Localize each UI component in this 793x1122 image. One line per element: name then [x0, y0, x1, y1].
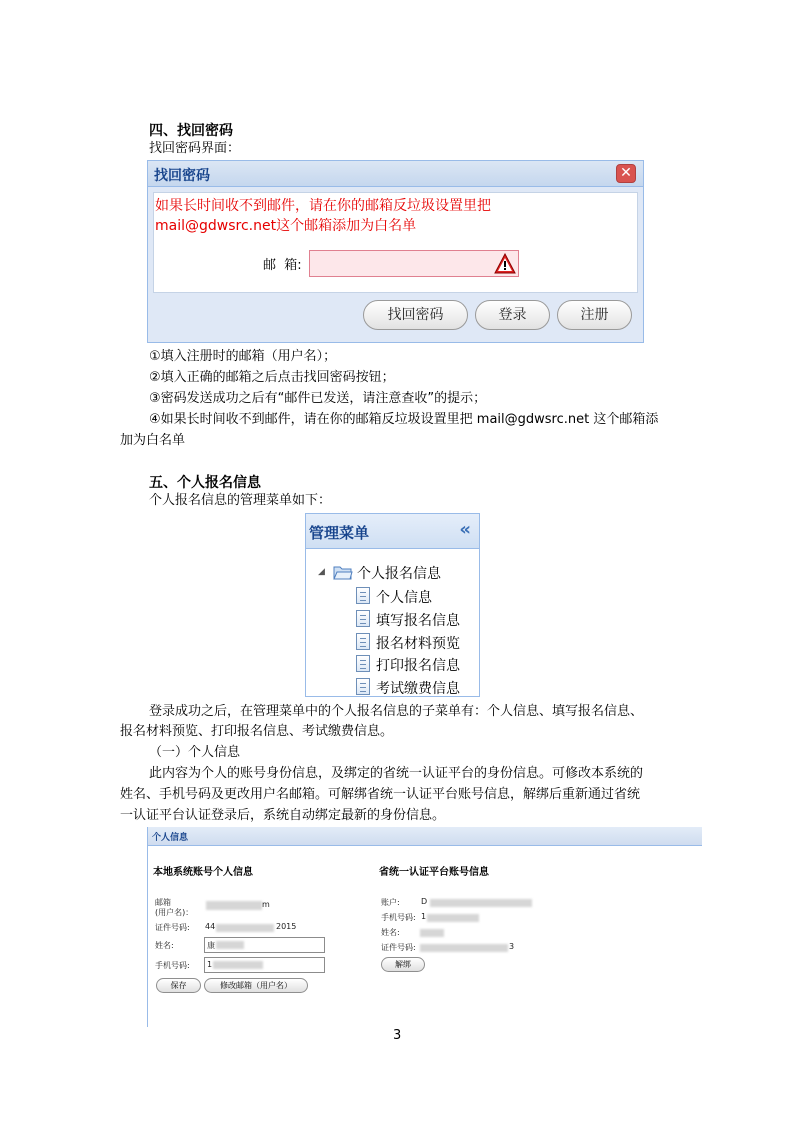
warning-line-1: 如果长时间收不到邮件，请在你的邮箱反垃圾设置里把 — [155, 198, 491, 214]
email-input[interactable] — [309, 250, 519, 277]
login-button[interactable]: 登录 — [475, 300, 550, 330]
para2-line3: 一认证平台认证登录后，系统自动绑定最新的身份信息。 — [120, 808, 446, 823]
find-password-dialog — [147, 160, 644, 343]
folder-open-icon — [333, 564, 353, 581]
username-label: (用户名)： — [155, 908, 194, 917]
collapse-icon[interactable]: « — [459, 519, 471, 540]
id-value-start: 44 — [205, 922, 216, 931]
document-icon — [356, 587, 370, 604]
section5-heading: 五、个人报名信息 — [149, 475, 261, 491]
section4-intro: 找回密码界面： — [149, 141, 241, 156]
account-value: D — [421, 897, 428, 906]
document-icon — [356, 678, 370, 695]
phone-value: 1 — [207, 960, 213, 969]
phone-value-redacted — [213, 961, 263, 969]
info-panel-header — [148, 827, 702, 846]
menu-item-label: 打印报名信息 — [376, 658, 460, 674]
change-email-button[interactable]: 修改邮箱（用户名） — [204, 978, 308, 993]
management-menu — [305, 513, 480, 697]
step-4: ④如果长时间收不到邮件，请在你的邮箱反垃圾设置里把 mail@gdwsrc.net 这个邮箱添 — [149, 412, 659, 427]
menu-item-label: 考试缴费信息 — [376, 681, 460, 697]
dialog-footer — [153, 295, 638, 338]
unified-phone-label: 手机号码: — [381, 913, 416, 922]
warning-message — [155, 196, 491, 236]
para2-line2: 姓名、手机号码及更改用户名邮箱。可解绑省统一认证平台账号信息，解绑后重新通过省统 — [120, 787, 641, 802]
unified-name-label: 姓名: — [381, 928, 400, 937]
id-value-redacted — [216, 924, 274, 932]
dialog-title-bar — [148, 161, 643, 187]
email-value-redacted — [206, 901, 262, 910]
para1-line2: 报名材料预览、打印报名信息、考试缴费信息。 — [120, 724, 394, 739]
step-2: ②填入正确的邮箱之后点击找回密码按钮； — [149, 370, 395, 385]
find-password-button[interactable]: 找回密码 — [363, 300, 468, 330]
document-icon — [356, 610, 370, 627]
email-value: m — [262, 900, 270, 909]
info-panel-title: 个人信息 — [152, 833, 189, 843]
para2-line1: 此内容为个人的账号身份信息，及绑定的省统一认证平台的身份信息。可修改本系统的 — [149, 766, 644, 781]
menu-header — [306, 514, 479, 549]
unified-id-value-end: 3 — [509, 942, 515, 951]
id-label: 证件号码: — [155, 923, 190, 932]
personal-info-panel — [147, 827, 702, 1027]
step-4-continued: 加为白名单 — [120, 433, 186, 448]
unified-phone-redacted — [427, 914, 479, 922]
para1-line1: 登录成功之后，在管理菜单中的个人报名信息的子菜单有：个人信息、填写报名信息、 — [149, 704, 644, 719]
section4-heading: 四、找回密码 — [149, 123, 233, 139]
dialog-body — [153, 192, 638, 293]
register-button[interactable]: 注册 — [557, 300, 632, 330]
close-icon[interactable]: ✕ — [616, 164, 636, 183]
account-value-redacted — [430, 899, 532, 907]
local-account-title: 本地系统账号个人信息 — [153, 867, 253, 878]
step-3: ③密码发送成功之后有“邮件已发送，请注意查收”的提示； — [149, 391, 487, 406]
phone-input[interactable] — [204, 957, 325, 973]
section5-intro: 个人报名信息的管理菜单如下： — [149, 493, 332, 508]
menu-root-label: 个人报名信息 — [357, 566, 441, 582]
menu-item-label: 报名材料预览 — [376, 636, 460, 652]
menu-item-label: 个人信息 — [376, 590, 432, 606]
email-label: 邮箱 — [155, 898, 171, 907]
unbind-button[interactable]: 解绑 — [381, 957, 425, 972]
name-value-redacted — [216, 941, 244, 949]
sub-heading-personal-info: （一）个人信息 — [149, 745, 241, 760]
menu-title: 管理菜单 — [309, 524, 370, 542]
phone-label: 手机号码: — [155, 961, 190, 970]
unified-phone-value: 1 — [421, 912, 427, 921]
name-label: 姓名: — [155, 941, 174, 950]
document-icon — [356, 655, 370, 672]
unified-name-redacted — [420, 929, 444, 937]
account-label: 账户: — [381, 898, 400, 907]
save-button[interactable]: 保存 — [156, 978, 201, 993]
document-icon — [356, 633, 370, 650]
id-value-end: 2015 — [276, 922, 297, 931]
name-value: 康 — [207, 941, 215, 950]
email-label: 邮 箱: — [263, 258, 302, 273]
step-1: ①填入注册时的邮箱（用户名）； — [149, 349, 337, 364]
unified-id-redacted — [420, 944, 508, 952]
dialog-title: 找回密码 — [154, 168, 210, 184]
expand-triangle-icon[interactable]: ◢ — [318, 567, 325, 577]
unified-id-label: 证件号码: — [381, 943, 416, 952]
page-number: 3 — [393, 1028, 402, 1043]
name-input[interactable] — [204, 937, 325, 953]
unified-account-title: 省统一认证平台账号信息 — [379, 867, 489, 878]
warning-icon — [494, 253, 516, 274]
warning-line-2: mail@gdwsrc.net这个邮箱添加为白名单 — [155, 218, 417, 234]
menu-item-label: 填写报名信息 — [376, 613, 460, 629]
